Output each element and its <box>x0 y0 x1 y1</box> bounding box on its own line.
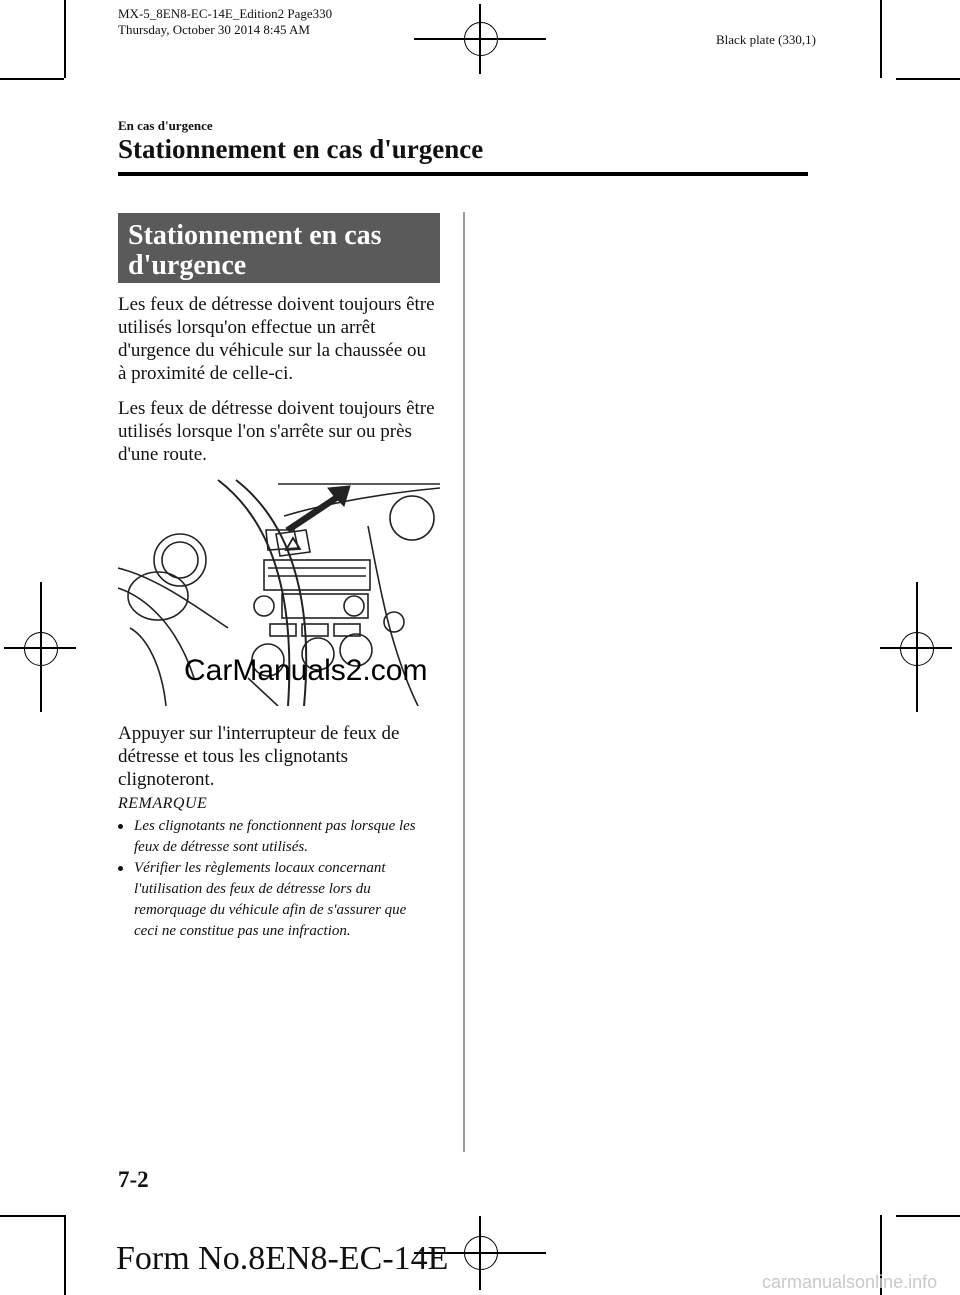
plate-info: Black plate (330,1) <box>716 32 816 47</box>
section-label: En cas d'urgence <box>118 118 213 133</box>
form-number: Form No.8EN8-EC-14E <box>116 1240 449 1277</box>
bullet-icon <box>118 824 123 829</box>
note-bullet-2 <box>118 858 428 942</box>
page-title: Stationnement en cas d'urgence <box>118 134 484 164</box>
paragraph-1: Les feux de détresse doivent toujours être utilisés lorsqu'on effectue un arrêt d'urgence du véhicule sur la chaussée ou à proximité de celle-ci. <box>118 294 435 384</box>
paragraph-3: Appuyer sur l'interrupteur de feux de détresse et tous les clignotants clignoteront. <box>118 723 400 790</box>
note-title: REMARQUE <box>118 795 208 812</box>
dashboard-drawing <box>118 478 440 706</box>
site-watermark: carmanualsonline.info <box>762 1272 938 1292</box>
heading-box: Stationnement en cas d'urgence <box>118 213 440 283</box>
watermark-text: CarManuals2.com <box>184 654 428 687</box>
page-number: 7-2 <box>118 1167 149 1192</box>
note-bullet-1 <box>118 816 428 858</box>
note-bullet-1-text: Les clignotants ne fonctionnent pas lorsque les feux de détresse sont utilisés. <box>134 818 416 855</box>
paragraph-2: Les feux de détresse doivent toujours être utilisés lorsque l'on s'arrête sur ou près d'une route. <box>118 398 435 465</box>
hazard-switch-illustration <box>118 478 440 706</box>
note-bullet-2-text: Vérifier les règlements locaux concernant l'utilisation des feux de détresse lors du remorquage du véhicule afin de s'assurer que ceci ne constitue pas une infraction. <box>134 860 407 939</box>
print-job-info: MX-5_8EN8-EC-14E_Edition2 Page330 Thursday, October 30 2014 8:45 AM <box>118 6 333 37</box>
title-rule <box>118 172 808 176</box>
column-divider <box>463 212 465 1152</box>
bullet-icon <box>118 866 123 871</box>
